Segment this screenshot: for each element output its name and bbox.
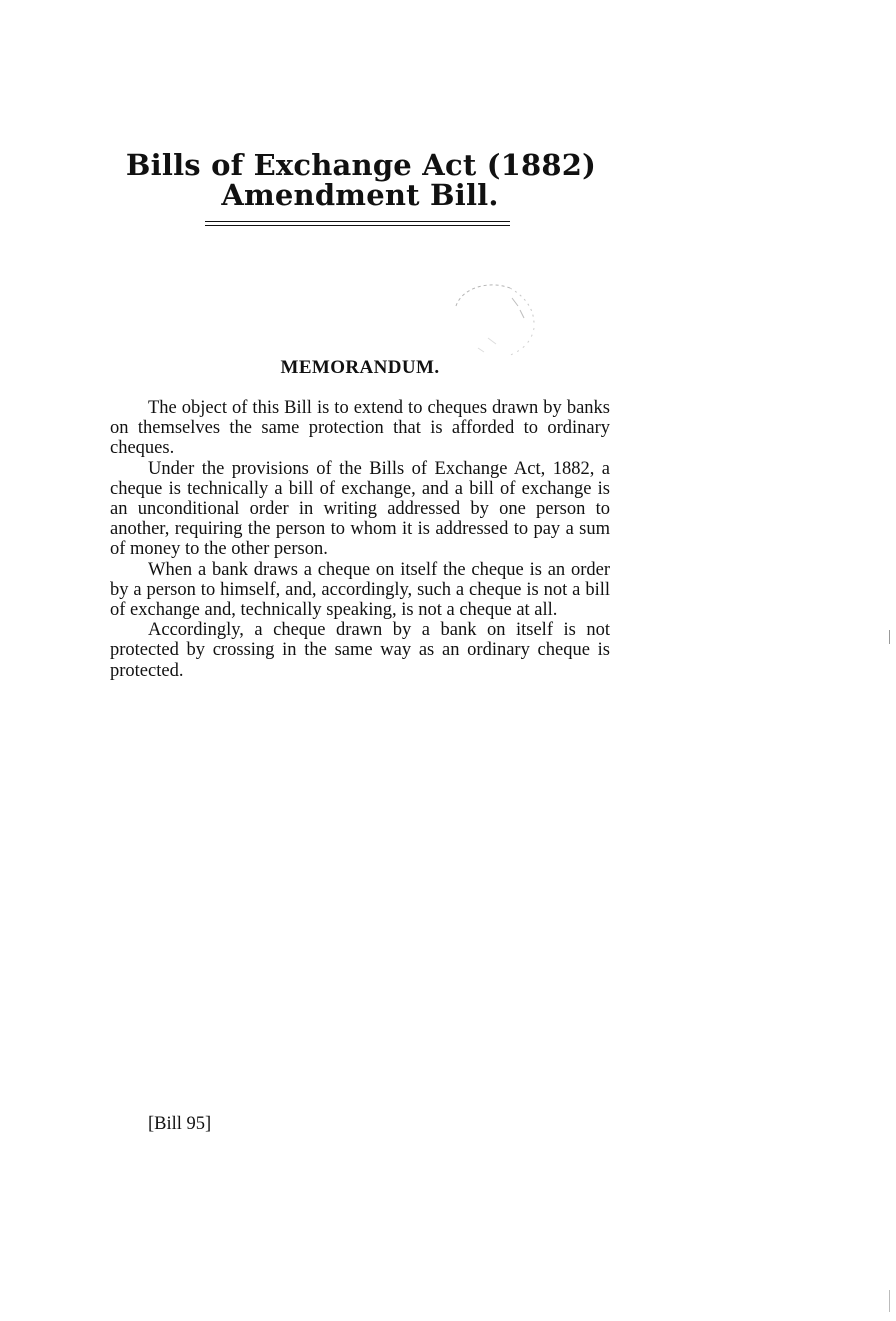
title-double-rule-bottom xyxy=(205,225,510,226)
paragraph-bank-draws: When a bank draws a cheque on itself the cheque is an order by a person to himself, and, accordingly, such a cheque is not a bill of exchange and, technically speaking, is not a cheque at all. xyxy=(110,559,610,621)
faint-stamp-mark xyxy=(448,278,540,360)
memorandum-body xyxy=(110,398,610,681)
bill-title-line-2: Amendment Bill. xyxy=(221,178,499,212)
scan-edge-mark-1 xyxy=(889,630,890,644)
bill-title-line-1: Bills of Exchange Act (1882) xyxy=(125,148,597,182)
scan-edge-mark-2 xyxy=(889,1290,890,1312)
memorandum-heading: MEMORANDUM. xyxy=(280,357,440,378)
paragraph-provisions: Under the provisions of the Bills of Exchange Act, 1882, a cheque is technically a bill of exchange, and a bill of exchange is an unconditional order in writing addressed by one person to another, requiring the person to whom it is addressed to pay a sum of money to the other person. xyxy=(110,458,610,560)
paragraph-accordingly: Accordingly, a cheque drawn by a bank on itself is not protected by crossing in the same way as an ordinary cheque is protected. xyxy=(110,620,610,681)
bill-number: [Bill 95] xyxy=(148,1114,212,1134)
title-double-rule-top xyxy=(205,221,510,222)
paragraph-object: The object of this Bill is to extend to cheques drawn by banks on themselves the same protection that is afforded to ordinary cheques. xyxy=(110,398,610,459)
